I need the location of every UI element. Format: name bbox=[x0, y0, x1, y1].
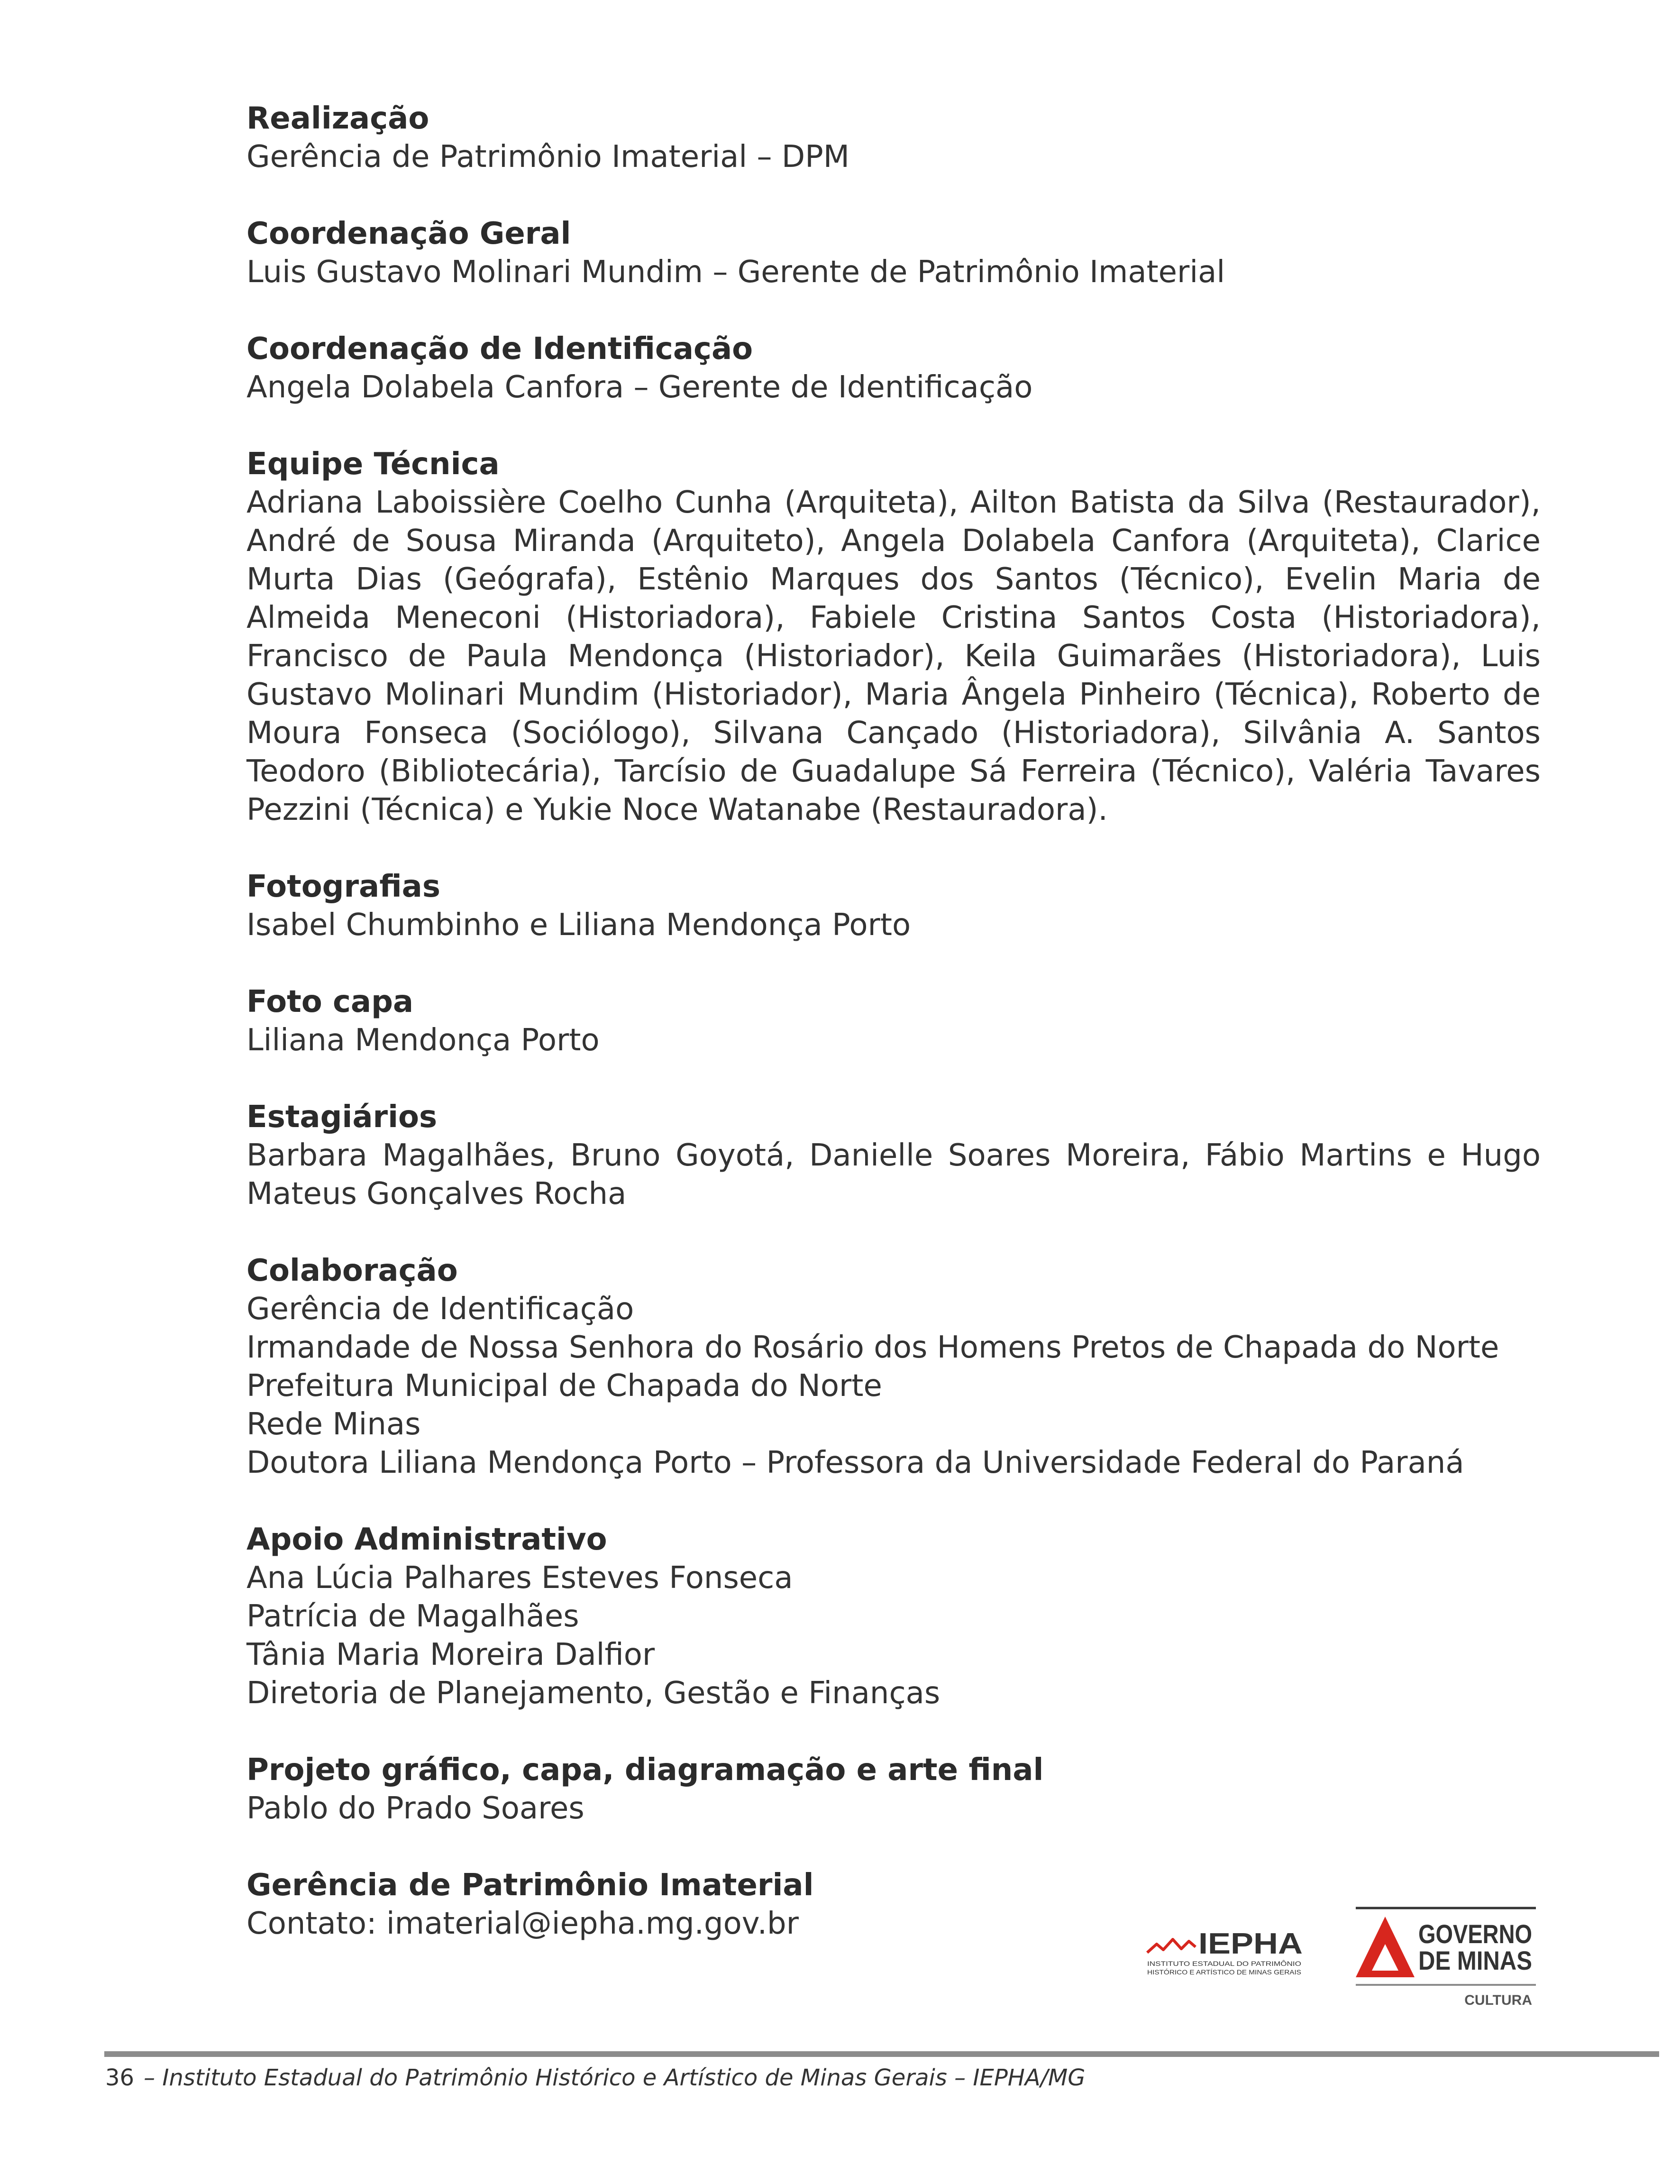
section-line: Diretoria de Planejamento, Gestão e Finanças bbox=[247, 1676, 940, 1711]
mountain-icon bbox=[1147, 1939, 1196, 1953]
governo-logo-line-1: GOVERNO bbox=[1418, 1919, 1532, 1949]
section-line: Contato: imaterial@iepha.mg.gov.br bbox=[247, 1906, 799, 1941]
section-paragraph: Adriana Laboissière Coelho Cunha (Arquiteta), Ailton Batista da Silva (Restaurador), André de Sousa Miranda (Arquiteto), Angela Dolabela Canfora (Arquiteta), Clarice Murta Dias (Geógrafa), Estênio Marques dos Santos (Técnico), Evelin Maria de Almeida Meneconi (Historiadora), Fabiele Cristina Santos Costa (Historiadora), Francisco de Paula Mendonça (Historiador), Keila Guimarães (Historiadora), Luis Gustavo Molinari Mundim (Historiador), Maria Ângela Pinheiro (Técnica), Roberto de Moura Fonseca (Sociólogo), Silvana Cançado (Historiadora), Silvânia A. Santos Teodoro (Bibliotecária), Tarcísio de Guadalupe Sá Ferreira (Técnico), Valéria Tavares Pezzini (Técnica) e Yukie Noce Watanabe (Restauradora). bbox=[247, 485, 1541, 827]
footer-rule bbox=[104, 2051, 1659, 2057]
section-line: Angela Dolabela Canfora – Gerente de Identificação bbox=[247, 370, 1033, 405]
section-title: Realização bbox=[247, 101, 429, 136]
governo-logo-line-2: DE MINAS bbox=[1418, 1945, 1532, 1975]
section-paragraph: Barbara Magalhães, Bruno Goyotá, Danielle Soares Moreira, Fábio Martins e Hugo Mateus Gonçalves Rocha bbox=[247, 1138, 1541, 1211]
iepha-logo bbox=[1147, 1925, 1304, 1982]
section-title: Coordenação de Identificação bbox=[247, 331, 753, 367]
credit-section bbox=[247, 330, 1541, 407]
section-line: Doutora Liliana Mendonça Porto – Professora da Universidade Federal do Paraná bbox=[247, 1445, 1464, 1480]
section-title: Estagiários bbox=[247, 1100, 438, 1135]
section-line: Tânia Maria Moreira Dalfior bbox=[247, 1637, 655, 1672]
section-line: Liliana Mendonça Porto bbox=[247, 1023, 600, 1058]
credits-list bbox=[247, 100, 1541, 1982]
section-line: Prefeitura Municipal de Chapada do Norte bbox=[247, 1368, 882, 1404]
section-line: Pablo do Prado Soares bbox=[247, 1791, 584, 1826]
footer-text: – Instituto Estadual do Patrimônio Histórico e Artístico de Minas Gerais – IEPHA/MG bbox=[144, 2065, 1086, 2091]
credit-section bbox=[247, 100, 1541, 176]
section-title: Coordenação Geral bbox=[247, 216, 571, 251]
section-line: Ana Lúcia Palhares Esteves Fonseca bbox=[247, 1560, 793, 1596]
section-line: Gerência de Patrimônio Imaterial – DPM bbox=[247, 139, 849, 174]
section-title: Colaboração bbox=[247, 1253, 458, 1288]
governo-de-minas-logo bbox=[1356, 1906, 1536, 2010]
section-title: Fotografias bbox=[247, 869, 440, 904]
section-line: Irmandade de Nossa Senhora do Rosário dos Homens Pretos de Chapada do Norte bbox=[247, 1330, 1499, 1365]
section-title: Foto capa bbox=[247, 984, 414, 1019]
credit-section bbox=[247, 868, 1541, 945]
page-number: 36 bbox=[105, 2065, 135, 2091]
credit-section bbox=[247, 1098, 1541, 1213]
section-title: Equipe Técnica bbox=[247, 447, 500, 482]
section-line: Patrícia de Magalhães bbox=[247, 1599, 579, 1634]
logos-area bbox=[1147, 1906, 1536, 2010]
iepha-logo-subtitle-1: INSTITUTO ESTADUAL DO PATRIMÔNIO bbox=[1147, 1960, 1302, 1967]
section-title: Gerência de Patrimônio Imaterial bbox=[247, 1868, 814, 1903]
credit-section bbox=[247, 445, 1541, 829]
iepha-logo-name: IEPHA bbox=[1198, 1927, 1303, 1960]
credit-section bbox=[247, 1252, 1541, 1482]
page-footer bbox=[105, 2064, 1085, 2092]
governo-logo-line-3: CULTURA bbox=[1464, 1992, 1532, 2008]
section-line: Luis Gustavo Molinari Mundim – Gerente de Patrimônio Imaterial bbox=[247, 255, 1225, 290]
iepha-logo-subtitle-2: HISTÓRICO E ARTÍSTICO DE MINAS GERAIS bbox=[1147, 1968, 1301, 1976]
section-title: Apoio Administrativo bbox=[247, 1522, 607, 1557]
credit-section bbox=[247, 983, 1541, 1060]
credit-section bbox=[247, 1521, 1541, 1713]
credit-section bbox=[247, 1751, 1541, 1828]
section-line: Rede Minas bbox=[247, 1407, 421, 1442]
credit-section bbox=[247, 215, 1541, 292]
section-line: Gerência de Identificação bbox=[247, 1292, 634, 1327]
section-title: Projeto gráfico, capa, diagramação e arte final bbox=[247, 1753, 1044, 1788]
section-line: Isabel Chumbinho e Liliana Mendonça Porto bbox=[247, 908, 911, 943]
